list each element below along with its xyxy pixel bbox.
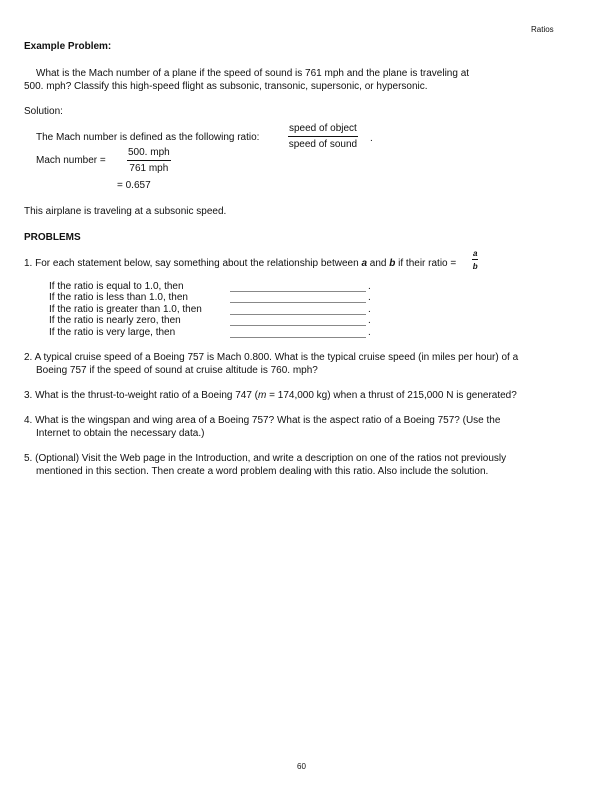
ab-fraction: $\frac{a}{b}$ [472, 249, 478, 271]
problem-1: 1. For each statement below, say something about the relationship between a and b if their ratio = [24, 258, 457, 269]
mach-denominator: 761 mph [129, 163, 169, 174]
example-title: Example Problem: [24, 41, 112, 52]
answer-blank[interactable] [230, 304, 366, 315]
answer-blank[interactable] [230, 315, 366, 326]
conclusion: This airplane is traveling at a subsonic speed. [24, 206, 227, 217]
definition-text: The Mach number is defined as the following ratio: [36, 132, 260, 143]
mach-result: = 0.657 [117, 180, 151, 191]
problem-5-line2: mentioned in this section. Then create a word problem dealing with this ratio. Also include the solution. [36, 466, 489, 477]
var-m: m [258, 390, 267, 401]
running-header: Ratios [531, 25, 554, 34]
problem-2-line1: 2. A typical cruise speed of a Boeing 757 is Mach 0.800. What is the typical cruise speed (in miles per hour) of a [24, 352, 519, 363]
ratio-denominator: speed of sound [288, 139, 358, 150]
mach-fraction [127, 147, 171, 175]
ratio-fraction [288, 123, 358, 151]
problems-title: PROBLEMS [24, 232, 81, 243]
mach-numerator: 500. mph [127, 147, 171, 161]
statement-row: If the ratio is equal to 1.0, then [49, 281, 184, 292]
var-a: a [361, 258, 367, 269]
problem-4-line2: Internet to obtain the necessary data.) [36, 428, 205, 439]
page-number: 60 [297, 762, 306, 771]
statement-row: If the ratio is greater than 1.0, then [49, 304, 202, 315]
var-b: b [389, 258, 396, 269]
answer-blank[interactable] [230, 327, 366, 338]
problem-4-line1: 4. What is the wingspan and wing area of a Boeing 757? What is the aspect ratio of a Boeing 757? (Use the [24, 415, 501, 426]
solution-label: Solution: [24, 106, 63, 117]
example-question-line1: What is the Mach number of a plane if the speed of sound is 761 mph and the plane is traveling at [36, 68, 470, 79]
ratio-numerator: speed of object [288, 123, 358, 137]
example-question-line2: 500. mph? Classify this high-speed flight as subsonic, transonic, supersonic, or hypersonic. [24, 81, 428, 92]
answer-blank[interactable] [230, 281, 366, 292]
ratio-period: . [370, 133, 373, 144]
mach-label: Mach number = [36, 155, 106, 166]
problem-3: 3. What is the thrust-to-weight ratio of a Boeing 747 (m = 174,000 kg) when a thrust of 215,000 N is generated? [24, 390, 517, 401]
statement-row: If the ratio is nearly zero, then [49, 315, 181, 326]
problem-2-line2: Boeing 757 if the speed of sound at cruise altitude is 760. mph? [36, 365, 318, 376]
statement-row: If the ratio is very large, then [49, 327, 176, 338]
answer-blank[interactable] [230, 292, 366, 303]
problem-5-line1: 5. (Optional) Visit the Web page in the Introduction, and write a description on one of the ratios not previously [24, 453, 507, 464]
statement-row: If the ratio is less than 1.0, then [49, 292, 188, 303]
